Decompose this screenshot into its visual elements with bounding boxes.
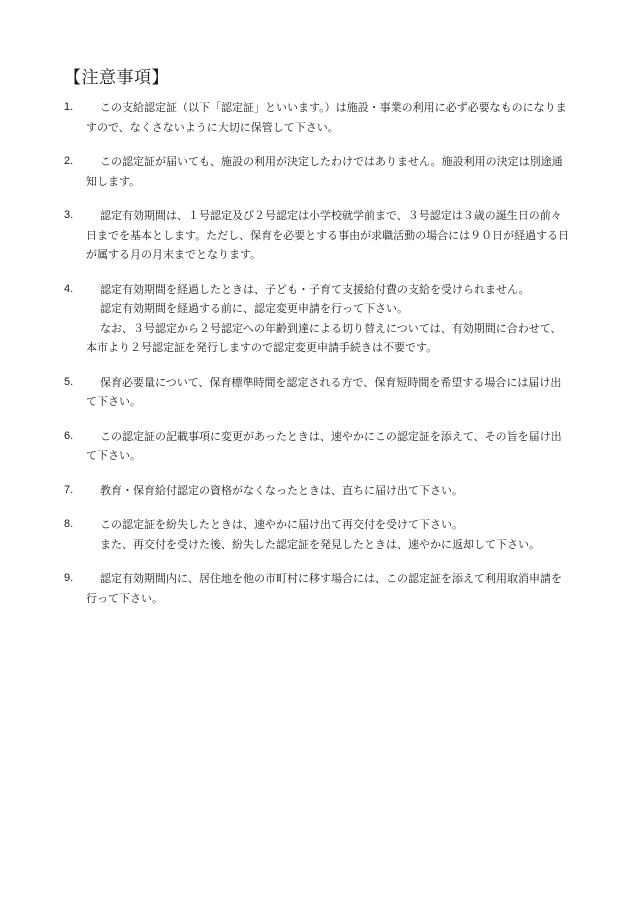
note-paragraph: なお、３号認定から２号認定への年齢到達による切り替えについては、有効期間に合わせて、本市より２号認定証を発行しますので認定変更申請手続きは不要です。	[86, 321, 562, 354]
page-title: 【注意事項】	[64, 68, 169, 88]
note-paragraph: 認定有効期間を経過したときは、子ども・子育て支援給付費の支給を受けられません。	[100, 282, 530, 296]
note-paragraph: この認定証の記載事項に変更があったときは、速やかにこの認定証を添えて、その旨を届け出て下さい。	[86, 429, 562, 462]
note-number: 8.	[64, 518, 74, 530]
note-item	[64, 280, 570, 358]
note-number: 6.	[64, 429, 74, 442]
note-number: 1.	[64, 101, 74, 113]
note-item	[64, 206, 570, 265]
note-number: 5.	[64, 375, 74, 388]
note-number: 4.	[64, 282, 74, 295]
note-number: 2.	[64, 155, 74, 167]
note-body	[86, 569, 570, 608]
note-body	[86, 515, 570, 554]
note-body	[86, 98, 570, 137]
note-paragraph: 教育・保育給付認定の資格がなくなったときは、直ちに届け出て下さい。	[100, 483, 463, 497]
note-body	[86, 280, 570, 358]
note-paragraph: この認定証が届いても、施設の利用が決定したわけではありません。施設利用の決定は別途通知します。	[86, 155, 563, 188]
note-item	[64, 152, 570, 191]
note-paragraph: また、再交付を受けた後、紛失した認定証を発見したときは、速やかに返却して下さい。	[100, 537, 540, 551]
note-item	[64, 515, 570, 554]
note-item	[64, 481, 570, 501]
note-paragraph: 認定有効期間は、１号認定及び２号認定は小学校就学前まで、３号認定は３歳の誕生日の前々日までを基本とします。ただし、保育を必要とする事由が求職活動の場合には９０日が経過する日が属する月の月末までとなります。	[86, 209, 570, 261]
note-number: 7.	[64, 483, 74, 496]
note-number: 9.	[64, 572, 74, 584]
note-body	[86, 152, 570, 191]
note-item	[64, 98, 570, 137]
note-paragraph: 認定有効期間内に、居住地を他の市町村に移す場合には、この認定証を添えて利用取消申請を行って下さい。	[86, 572, 562, 605]
note-body	[86, 206, 570, 265]
note-number: 3.	[64, 209, 74, 221]
note-body	[86, 481, 570, 501]
note-item	[64, 427, 570, 466]
note-body	[86, 373, 570, 412]
notes-list	[64, 98, 570, 608]
note-paragraph: この認定証を紛失したときは、速やかに届け出て再交付を受けて下さい。	[100, 518, 463, 531]
note-paragraph: 保育必要量について、保育標準時間を認定される方で、保育短時間を希望する場合には届け出て下さい。	[86, 375, 562, 408]
note-body	[86, 427, 570, 466]
note-item	[64, 569, 570, 608]
note-paragraph: 認定有効期間を経過する前に、認定変更申請を行って下さい。	[100, 302, 408, 315]
note-item	[64, 373, 570, 412]
note-paragraph: この支給認定証（以下「認定証」といいます。）は施設・事業の利用に必ず必要なものになりますので、なくさないように大切に保管して下さい。	[86, 101, 567, 134]
